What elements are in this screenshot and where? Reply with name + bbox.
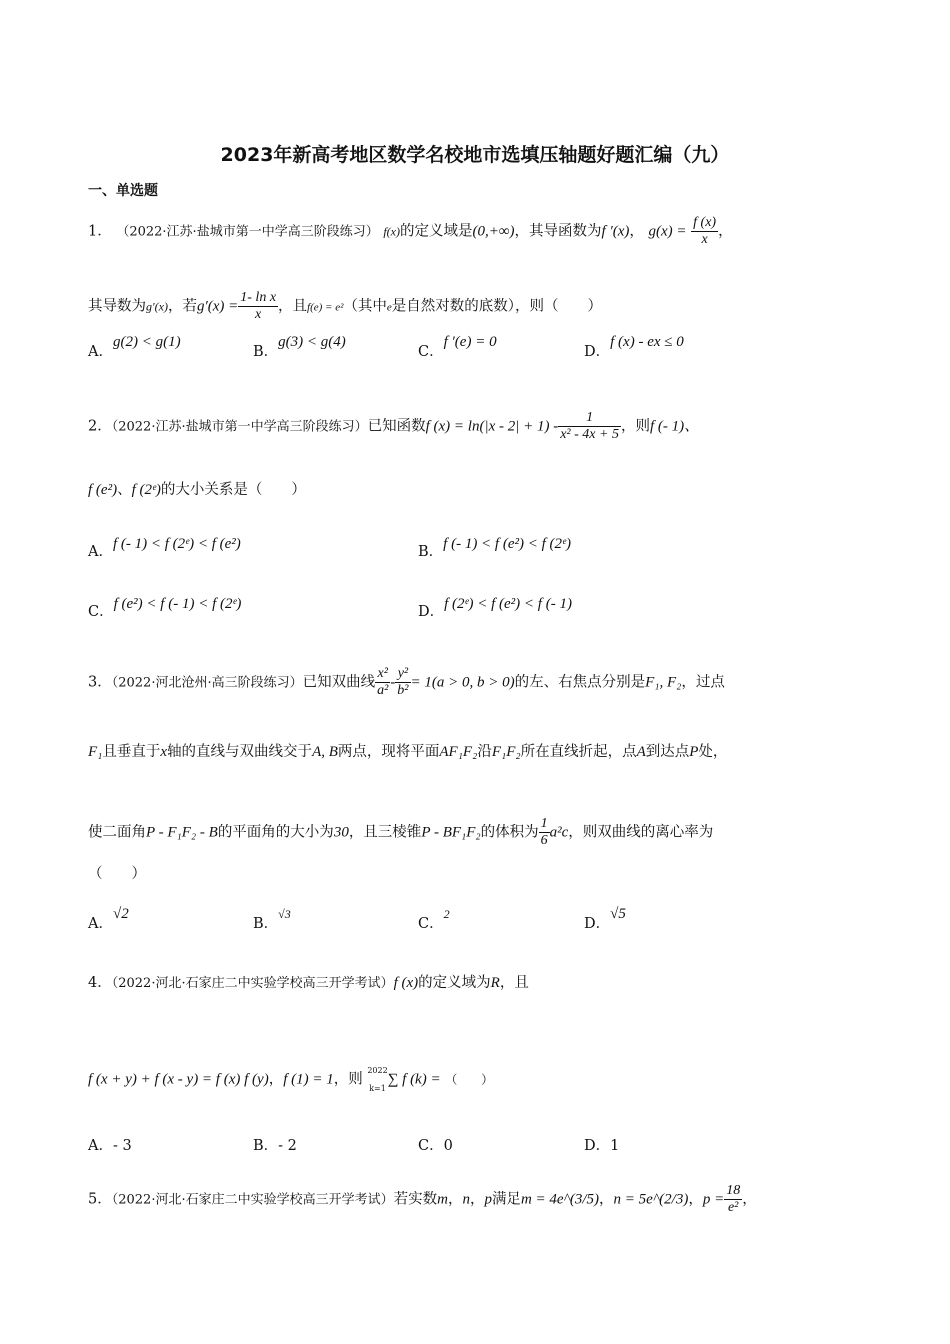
q3-line1 [88, 666, 725, 699]
q5-p-fraction [724, 1183, 742, 1216]
q1-text: 是自然对数的底数），则（ ） [391, 298, 603, 315]
q2-option-c[interactable] [88, 596, 242, 621]
q3-frac-x [375, 666, 390, 699]
option-label: D． [418, 604, 445, 620]
q3-text: ，过点 [681, 674, 725, 691]
q4-fx: f (x) [393, 975, 419, 991]
q2-option-a[interactable] [88, 536, 241, 561]
q4-equation: f (x + y) + f (x - y) = f (x) f (y) [88, 1071, 269, 1088]
q3-volume-num: 1 [540, 816, 548, 831]
q4-r: R [490, 975, 500, 991]
q4-sum-limits [367, 1066, 387, 1093]
q3-source: （2022·河北沧州·高三阶段练习） [111, 675, 303, 691]
q1-gprime-den: x [255, 307, 262, 322]
option-label: B． [253, 344, 279, 360]
q3-volume-den: 6 [540, 833, 548, 848]
q2-text: 的大小关系是（ ） [160, 482, 306, 498]
q3-frac-y [395, 666, 410, 699]
q5-text: ， [469, 1191, 485, 1208]
q1-gprime-eq: g′(x) = [196, 298, 239, 315]
q3-option-c[interactable] [418, 907, 450, 933]
option-value: √5 [610, 906, 626, 922]
q3-f1: F₁ [88, 744, 103, 760]
q2-line1 [88, 410, 699, 443]
q4-text: 的定义域为 [418, 975, 491, 991]
q3-plane: AF₁F₂ [439, 744, 478, 760]
q1-option-a[interactable] [88, 334, 181, 361]
q5-n-value: n = 5e^(2/3) [613, 1191, 689, 1208]
q5-text: ， [599, 1191, 614, 1208]
q1-domain: (0,+∞) [472, 223, 515, 240]
q3-option-d[interactable] [584, 906, 626, 933]
q5-p: p [484, 1191, 492, 1208]
q3-frac-y-num: y² [395, 666, 410, 683]
q5-text: 满足 [491, 1191, 521, 1208]
option-label: C． [418, 916, 444, 932]
q1-gprime-num: 1- ln x [240, 290, 277, 305]
q3-text: 所在直线折起，点 [520, 744, 637, 760]
q1-fe: f(e) = e² [307, 301, 344, 314]
q4-option-b[interactable] [253, 1134, 297, 1155]
q3-a2c: a²c [549, 824, 569, 841]
q1-option-c[interactable] [418, 334, 497, 361]
q2-option-d[interactable] [418, 596, 572, 621]
q1-source: （2022·江苏·盐城市第一中学高三阶段练习） [116, 224, 379, 240]
option-label: C． [418, 1138, 444, 1154]
q3-text: 到达点 [645, 744, 690, 760]
q1-text: ， [718, 223, 733, 240]
option-label: C． [88, 604, 114, 620]
q1-text: ，若 [167, 298, 197, 315]
q5-text: ， [742, 1191, 757, 1208]
option-value: 0 [443, 1138, 453, 1154]
q1-gprime: g′(x) [146, 299, 168, 314]
q1-option-b[interactable] [253, 334, 346, 361]
option-value: f (2ᵉ) < f (e²) < f (- 1) [444, 596, 572, 612]
q3-text: ，则双曲线的离心率为 [568, 824, 714, 841]
q5-m: m [437, 1191, 448, 1208]
q5-n: n [462, 1191, 470, 1208]
q3-x: x [160, 744, 168, 760]
option-label: B． [253, 916, 279, 932]
q1-text: ， [629, 223, 644, 240]
q5-p-den: e² [727, 1200, 739, 1215]
q1-fx: f(x) [383, 224, 400, 239]
q5-p-eq: p = [702, 1191, 725, 1208]
q3-foci: F₁, F₂ [645, 674, 682, 691]
q4-sum-bottom: k=1 [369, 1084, 386, 1093]
q3-number: 3． [88, 674, 112, 691]
q4-text: （ ） [445, 1072, 494, 1087]
q3-text: 已知双曲线 [302, 674, 376, 691]
q3-option-b[interactable] [253, 907, 291, 933]
q1-number: 1． [88, 223, 112, 240]
q1-line2 [88, 290, 602, 323]
option-label: A． [88, 344, 113, 360]
option-label: D． [584, 916, 611, 932]
q3-text: 处， [698, 744, 728, 760]
option-value: f (e²) < f (- 1) < f (2ᵉ) [113, 596, 242, 612]
q2-f-minus1: f (- 1)、 [649, 418, 700, 435]
q1-text: ，其导函数为 [514, 223, 602, 240]
q1-gx-fraction [691, 215, 718, 248]
option-label: D． [584, 1138, 611, 1154]
q3-a: A [636, 744, 646, 760]
q2-f-e2: f (e²) [88, 482, 118, 498]
option-value: f (x) - ex ≤ 0 [610, 334, 684, 350]
q3-ab: A, B [312, 744, 338, 760]
option-label: A． [88, 1138, 113, 1154]
q2-fraction-den: x² - 4x + 5 [560, 427, 619, 442]
q4-text: ，则 [333, 1071, 363, 1088]
q3-frac-x-num: x² [375, 666, 390, 683]
q3-text: 的体积为 [480, 824, 539, 841]
option-label: A． [88, 544, 113, 560]
q2-text: ，则 [620, 418, 650, 435]
q5-text: 若实数 [393, 1191, 438, 1208]
option-value: 2 [443, 907, 450, 921]
q5-p-num: 18 [726, 1183, 741, 1198]
q4-source: （2022·河北·石家庄二中实验学校高三开学考试） [111, 976, 394, 991]
option-label: C． [418, 344, 444, 360]
q5-line1 [88, 1183, 757, 1216]
q3-condition: = 1(a > 0, b > 0) [410, 674, 515, 691]
option-value: f ′(e) = 0 [443, 334, 497, 350]
q3-text: 轴的直线与双曲线交于 [167, 744, 313, 760]
q1-gx: g(x) = [648, 223, 687, 240]
q3-dihedral: P - F₁F₂ - B [146, 824, 218, 841]
option-value: f (- 1) < f (2ᵉ) < f (e²) [112, 536, 241, 552]
q3-line3 [88, 816, 713, 849]
q3-option-a[interactable] [88, 906, 129, 933]
q1-gx-num: f (x) [693, 215, 717, 230]
q3-text: 且垂直于 [102, 744, 161, 760]
q3-text: 沿 [477, 744, 492, 760]
q4-option-d[interactable] [584, 1134, 619, 1155]
document-title: 2023年新高考地区数学名校地市选填压轴题好题汇编（九） [220, 144, 730, 166]
option-value: - 3 [112, 1138, 132, 1154]
q4-option-c[interactable] [418, 1134, 453, 1155]
option-label: B． [253, 1138, 279, 1154]
q2-option-b[interactable] [418, 536, 571, 561]
q5-text: ， [447, 1191, 463, 1208]
q3-text: 的左、右焦点分别是 [514, 674, 646, 691]
option-value: √2 [112, 906, 129, 922]
q3-p: P [689, 744, 699, 760]
q4-f1: f (1) = 1 [283, 1071, 334, 1088]
q2-text: 已知函数 [367, 418, 426, 435]
option-value: √3 [278, 907, 291, 921]
q2-source: （2022·江苏·盐城市第一中学高三阶段练习） [111, 419, 368, 435]
q2-fraction [558, 410, 621, 443]
option-value: f (- 1) < f (e²) < f (2ᵉ) [443, 536, 571, 552]
section-heading: 一、单选题 [88, 183, 158, 199]
q1-line1 [88, 215, 733, 248]
q1-option-d[interactable] [584, 334, 684, 361]
q5-number: 5． [88, 1191, 112, 1208]
q4-sum: ∑ f (k) = [387, 1071, 441, 1088]
q3-volume-fraction [539, 816, 550, 849]
q1-text: 的定义域是 [399, 223, 473, 240]
q5-m-value: m = 4e^(3/5) [520, 1191, 600, 1208]
option-label: B． [418, 544, 444, 560]
q3-angle: 30 [333, 824, 349, 841]
q3-answer-bracket: （ ） [88, 866, 146, 882]
option-value: 1 [610, 1138, 620, 1154]
option-value: g(2) < g(1) [112, 334, 181, 350]
q3-pyramid: P - BF₁F₂ [421, 824, 481, 841]
q5-text: ， [688, 1191, 703, 1208]
q2-function: f (x) = ln(|x - 2| + 1) - [425, 418, 559, 435]
q3-text: 的平面角的大小为 [217, 824, 334, 841]
q2-text: 、 [117, 482, 132, 498]
q2-f-2e: f (2ᵉ) [131, 482, 161, 498]
q4-option-a[interactable] [88, 1134, 132, 1155]
q3-text: 使二面角 [88, 824, 146, 841]
option-value: g(3) < g(4) [278, 334, 346, 350]
q1-gprime-fraction [238, 290, 278, 323]
q3-line2 [88, 742, 727, 762]
q1-gx-den: x [701, 232, 708, 247]
q2-fraction-num: 1 [558, 410, 621, 427]
q3-f1f2: F₁F₂ [491, 744, 521, 760]
q1-text: （其中 [343, 298, 387, 315]
q4-line2 [88, 1066, 493, 1093]
q3-text: ，且三棱锥 [348, 824, 422, 841]
q1-derivative: f ′(x) [601, 223, 630, 240]
option-value: - 2 [278, 1138, 297, 1154]
q3-text: 两点，现将平面 [337, 744, 440, 760]
q3-frac-y-den: b² [397, 683, 409, 698]
q1-e: e [386, 301, 392, 314]
q1-text: 其导数为 [88, 298, 146, 315]
option-label: A． [88, 916, 113, 932]
q3-frac-x-den: a² [377, 683, 389, 698]
q4-number: 4． [88, 975, 112, 991]
q4-line1 [88, 973, 529, 994]
q5-source: （2022·河北·石家庄二中实验学校高三开学考试） [111, 1192, 394, 1208]
q4-text: ， [268, 1071, 284, 1088]
q2-number: 2． [88, 418, 112, 435]
q3-minus: - [390, 674, 396, 691]
q4-text: ，且 [499, 975, 529, 991]
q4-sum-top: 2022 [367, 1066, 388, 1075]
option-label: D． [584, 344, 611, 360]
q2-line2 [88, 480, 306, 500]
q1-text: ，且 [278, 298, 308, 315]
